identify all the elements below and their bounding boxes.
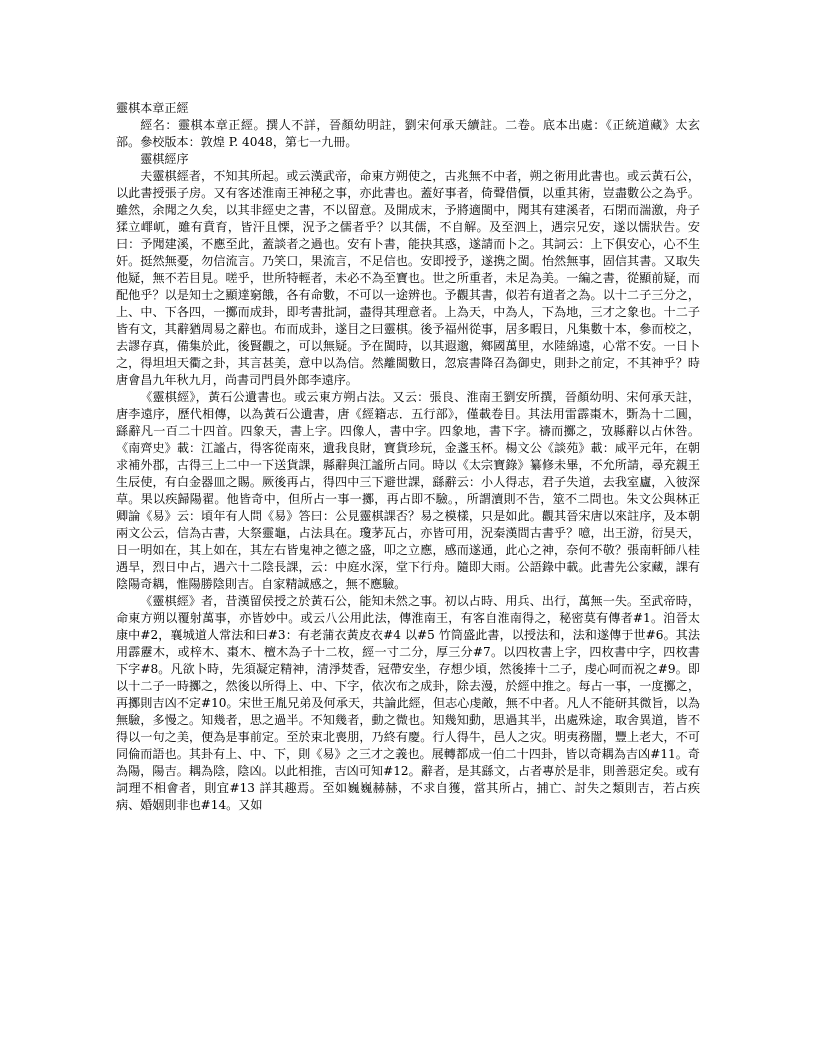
document-title: 靈棋本章正經 <box>116 101 189 115</box>
bibliographic-note: 經名：靈棋本章正經。撰人不詳，晉顏幼明註，劉宋何承天續註。二卷。底本出處：《正統道藏》太玄部。參校版本：敦煌 P. 4048，第七一九冊。 <box>116 118 700 149</box>
divination-method-paragraph: 《靈棋經》者，昔漢留侯授之於黃石公，能知未然之事。初以占時、用兵、出行，萬無一失。至武帝時，命東方朔以覆射萬事，亦皆妙中。或云八公用此法，傳淮南王，有客自淮南得之，秘密莫有傳者#1。洎晉太康中#2，襄城道人常法和曰#3：有老蒲衣黃皮衣#4 以#5 竹筒盛此書，以授法和，法和遂傳于世#6。其法用霹靂木，或梓木、棗木、檀木為子十二枚，經一寸二分，厚三分#7。以四枚書上字，四枚書中字，四枚書下字#8。凡欲卜時，先須凝定精神，清淨焚香，冠帶安坐，存想少頃，然後捧十二子，虔心呵而祝之#9。即以十二子一時擲之，然後以所得上、中、下字，依次布之成卦，除去漫，於經中推之。每占一事，一度擲之，再擲則吉凶不定#10。宋世王胤兄弟及何承天，共論此經，但志心虔敵，無不中者。凡人不能研其微旨，以為無驗，多慢之。知幾者，思之過半。不知幾者，動之微也。知幾知動，思過其半，出處殊途，取舍異道，皆不得以一句之美，便為是事前定。至於束北喪朋，乃終有慶。行人得牛，邑人之灾。明夷務闇，豐上老大，不可同倫而語也。其卦有上、中、下，則《易》之三才之義也。展轉都成一伯二十四卦，皆以奇耦為吉凶#11。奇為陽，陽吉。耦為陰，陰凶。以此相推，吉凶可知#12。辭者，是其繇文，占者專於是非，則善惡定矣。或有詞理不相會者，則宜#13 詳其趣焉。至如巍巍赫赫，不求自獲，當其所占，捕亡、討失之類則吉，若占疾病、婚姻則非也#14。又如 <box>116 594 700 812</box>
document-text-column <box>116 100 700 814</box>
preface-paragraph: 夫靈棋經者，不知其所起。或云漢武帝，命東方朔使之，古兆無不中者，朔之術用此書也。或云黃石公，以此書授張子房。又有客述淮南王神秘之事，亦此書也。蓋好事者，倚聲借價，以重其術，豈盡數公之為乎。雖然，余聞之久矣，以其非經史之書，不以留意。及開成末，予將適閩中，聞其有建溪者，石閉而湍激，舟子猱立嶵屼，雖有賁育，皆汗且慄，況予之儒者乎？以其儒，不自解。及至泗上，遇宗兄安，遂以懦狀告。安曰：予聞建溪，不應至此，蓋談者之過也。安有卜書，能抉其惑，遂請而卜之。其詞云：上下俱安心，心不生奸。挺然無憂，勿信流言。乃笑口，果流言，不足信也。安即授予，遂携之閩。怡然無事，固信其書。又取失他疑，無不若目見。嗟乎，世所特輕者，未必不為至寶也。世之所重者，未足為美。一編之書，從顯前疑，而配他乎？以是知士之顯達窮餓，各有命數，不可以一途辨也。予觀其書，似若有道者之為。以十二子三分之，上、中、下各四，一擲而成卦，即考書批詞，盡得其理意者。上為天，中為人，下為地，三才之象也。十二子皆有文，其辭猶周易之辭也。布而成卦，遂目之曰靈棋。後予福州從事，居多暇日，凡集數十本，參而校之，去謬存真，備集於此，後賢觀之，可以無疑。予在閩時，以其遐邈，鄉國萬里，水陸綿遠，心常不安。一日卜之，得坦坦天衢之卦，其言甚美，意中以為信。然離閩數日，忽宸書降召為御史，則卦之前定，不其神乎？時唐會昌九年秋九月，尚書司門員外郎李遠序。 <box>116 169 700 387</box>
preface-heading: 靈棋經序 <box>140 152 189 166</box>
textual-history-paragraph: 《靈棋經》，黃石公遺書也。或云東方朔占法。又云：張良、淮南王劉安所撰，晉顏幼明、宋何承天註，唐李遠序，歷代相傳，以為黃石公遺書，唐《經籍志．五行部》，僅載卷目。其法用雷霹棗木，斲為十二圓，繇辭凡一百二十四首。四象天，書上字。四像人，書中字。四象地，書下字。禱而擲之，攷縣辭以占休咎。《南齊史》載：江謐占，得客從南來，遺我良財，寶貨珍玩，金盞玉杯。楊文公《談苑》載：咸平元年，在朝求補外郡，古得三上二中一下送貨課，縣辭與江謐所占同。時以《太宗寶錄》纂修未畢，不允所請，尋充親王生辰使，有白金器皿之賜。厥後再占，得四中三下避世課，繇辭云：小人得志，君子失道，去我室廬，入彼深草。果以疾歸陽翟。他皆奇中，但所占一事一擲，再占即不驗。，所謂瀆則不告，筮不二問也。朱文公與林正卿論《易》云：頃年有人問《易》答曰：公見靈棋課否？易之模樣，只是如此。觀其晉宋唐以來註序，及本朝兩文公云，信為古書，大祭靈龜，占法具在。瓊茅瓦占，亦皆可用，況秦漢間古書乎？噫，出王游，衍昊天，日一明如在，其上如在，其左右皆鬼神之德之盛，叩之立應，感而遂通，此心之神，奈何不敬？張南軒師八桂遇旱，烈日中占，遇六十二陰長課，云：中庭水深，堂下行舟。隨即大雨。公語錄中載。此書先公家藏，課有陰陽奇耦，惟陽勝陰則吉。自家精誠感之，無不應驗。 <box>116 390 700 591</box>
